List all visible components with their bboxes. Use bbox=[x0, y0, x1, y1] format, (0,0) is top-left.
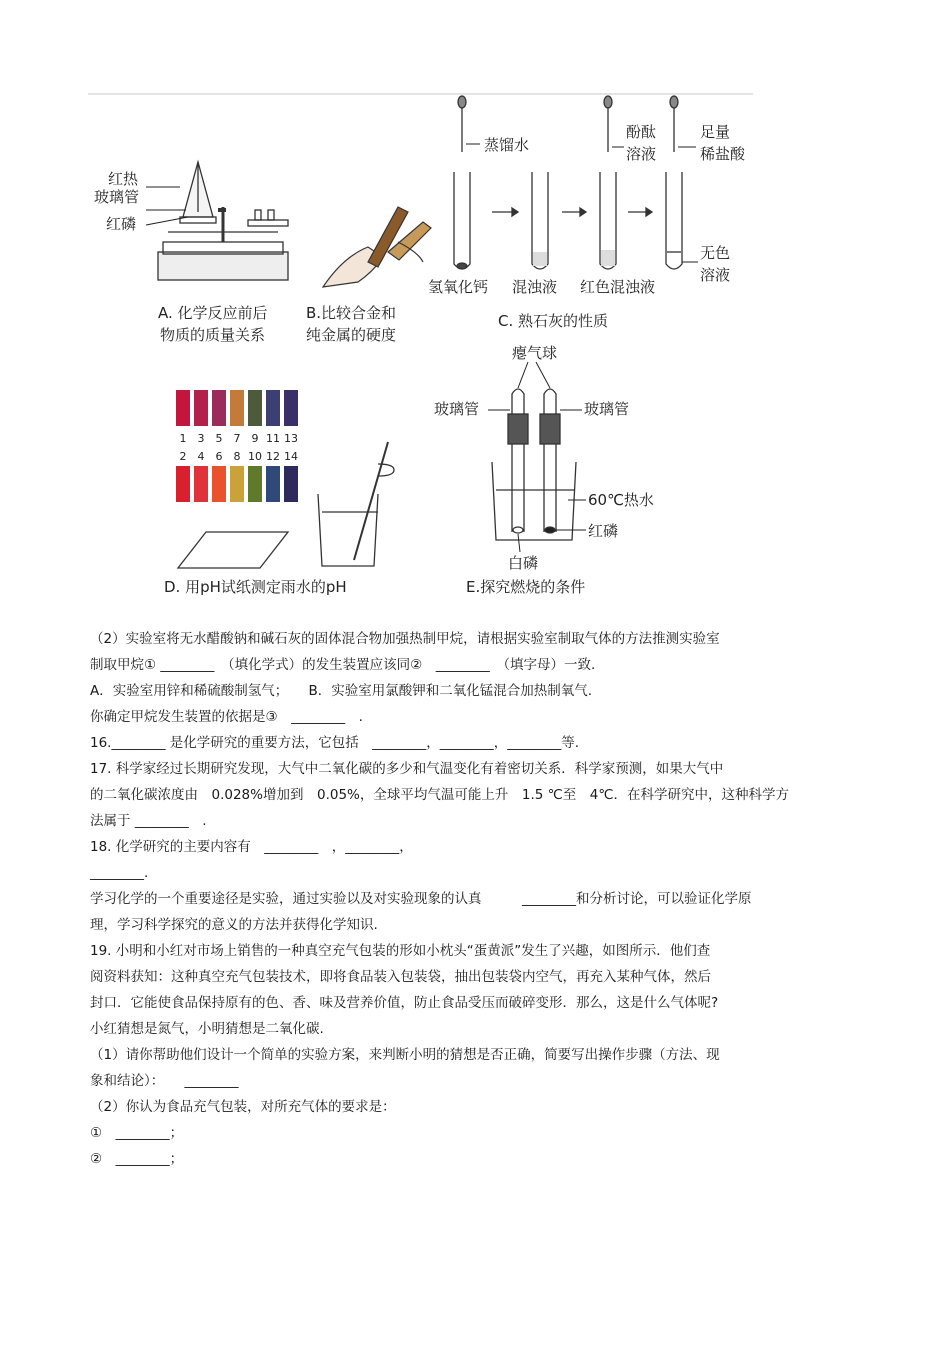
question-16: 16.________ 是化学研究的重要方法，它包括 ________，________，________等. bbox=[90, 735, 580, 751]
label-deflated-balloon: 瘪气球 bbox=[512, 344, 558, 362]
text-line: ________. bbox=[90, 865, 149, 881]
ph-number: 11 bbox=[266, 432, 280, 445]
label-glass-tube: 玻璃管 bbox=[94, 188, 140, 206]
text-line: 小红猜想是氮气，小明猜想是二氧化碳. bbox=[90, 1021, 324, 1037]
label-solution-2: 溶液 bbox=[700, 266, 731, 284]
question-19: 19. 小明和小红对市场上销售的一种真空充气包装的形如小枕头“蛋黄派”发生了兴趣，如图所示．他们查 bbox=[90, 943, 711, 959]
ph-number: 4 bbox=[197, 450, 205, 463]
text-line: 阅资料获知：这种真空充气包装技术，即将食品装入包装袋，抽出包装袋内空气，再充入某种气体，然后 bbox=[90, 969, 711, 985]
answer-blank-1: ① ________； bbox=[90, 1125, 184, 1141]
caption-b-line2: 纯金属的硬度 bbox=[306, 326, 397, 344]
text-line: 你确定甲烷发生装置的依据是③ ________ . bbox=[90, 709, 363, 725]
test-tube-series bbox=[454, 96, 682, 269]
balance-apparatus bbox=[158, 162, 288, 280]
label-dilute-hcl: 稀盐酸 bbox=[700, 145, 746, 163]
label-red-phosphorus: 红磷 bbox=[106, 215, 137, 233]
ph-number: 2 bbox=[179, 450, 187, 463]
text-line: 制取甲烷① ________ （填化学式）的发生装置应该同② ________ （填字母）一致. bbox=[90, 657, 596, 673]
label-sufficient: 足量 bbox=[700, 123, 731, 141]
caption-c: C. 熟石灰的性质 bbox=[498, 312, 609, 330]
label-turbid-liquid: 混浊液 bbox=[512, 278, 558, 296]
experiment-figure bbox=[88, 92, 753, 600]
label-glass-tube-left: 玻璃管 bbox=[434, 400, 480, 418]
question-17: 17. 科学家经过长期研究发现，大气中二氧化碳的多少和气温变化有着密切关系．科学家预测，如果大气中 bbox=[90, 761, 724, 777]
caption-a-line1: A. 化学反应前后 bbox=[158, 304, 268, 322]
ph-color-chart bbox=[176, 390, 298, 502]
label-colorless: 无色 bbox=[700, 244, 731, 262]
text-line: 象和结论）： ________ bbox=[90, 1073, 239, 1089]
label-phenolphthalein: 酚酞 bbox=[626, 123, 657, 141]
ph-number: 7 bbox=[233, 432, 241, 445]
ph-number: 14 bbox=[284, 450, 298, 463]
question-18: 18. 化学研究的主要内容有 ________ ，________， bbox=[90, 839, 413, 855]
label-distilled-water: 蒸馏水 bbox=[484, 136, 530, 154]
answer-blank-2: ② ________； bbox=[90, 1151, 184, 1167]
caption-b-line1: B.比较合金和 bbox=[306, 304, 397, 322]
ph-number: 5 bbox=[215, 432, 223, 445]
label-hot-water: 60℃热水 bbox=[588, 491, 654, 509]
ph-number: 9 bbox=[251, 432, 259, 445]
text-line: 法属于 ________ . bbox=[90, 813, 207, 829]
ph-number: 12 bbox=[266, 450, 280, 463]
combustion-apparatus bbox=[492, 389, 576, 540]
ph-number: 6 bbox=[215, 450, 223, 463]
text-line: 封口．它能使食品保持原有的色、香、味及营养价值，防止食品受压而破碎变形．那么，这是什么气体呢? bbox=[90, 995, 719, 1011]
text-line: （1）请你帮助他们设计一个简单的实验方案，来判断小明的猜想是否正确，简要写出操作步骤（方法、现 bbox=[90, 1047, 720, 1063]
label-calcium-hydroxide: 氢氧化钙 bbox=[428, 278, 489, 296]
caption-a-line2: 物质的质量关系 bbox=[160, 326, 266, 344]
ph-number: 8 bbox=[233, 450, 241, 463]
label-white-phosphorus: 白磷 bbox=[508, 554, 539, 572]
text-line: A．实验室用锌和稀硫酸制氢气； B．实验室用氯酸钾和二氧化锰混合加热制氧气. bbox=[90, 683, 593, 699]
label-solution: 溶液 bbox=[626, 145, 657, 163]
ph-number: 13 bbox=[284, 432, 298, 445]
text-line: 理，学习科学探究的意义的方法并获得化学知识. bbox=[90, 917, 378, 933]
caption-e: E.探究燃烧的条件 bbox=[466, 578, 586, 596]
caption-d: D. 用pH试纸测定雨水的pH bbox=[164, 578, 347, 596]
label-red-phosphorus-e: 红磷 bbox=[588, 522, 619, 540]
ph-number: 3 bbox=[197, 432, 205, 445]
label-red-hot: 红热 bbox=[108, 170, 139, 188]
hand-scratching-illustration bbox=[323, 207, 431, 287]
text-line: （2）实验室将无水醋酸钠和碱石灰的固体混合物加强热制甲烷，请根据实验室制取气体的方法推测实验室 bbox=[90, 631, 720, 647]
text-line: （2）你认为食品充气包装，对所充气体的要求是： bbox=[90, 1099, 396, 1115]
label-glass-tube-right: 玻璃管 bbox=[584, 400, 630, 418]
text-line: 的二氧化碳浓度由 0.028%增加到 0.05%，全球平均气温可能上升 1.5 ℃至 4℃．在科学研究中，这种科学方 bbox=[90, 787, 790, 803]
ph-number: 10 bbox=[248, 450, 262, 463]
label-red-turbid-liquid: 红色混浊液 bbox=[580, 278, 656, 296]
ph-number: 1 bbox=[179, 432, 187, 445]
text-line: 学习化学的一个重要途径是实验，通过实验以及对实验现象的认真 ________和分析讨论，可以验证化学原 bbox=[90, 891, 752, 907]
